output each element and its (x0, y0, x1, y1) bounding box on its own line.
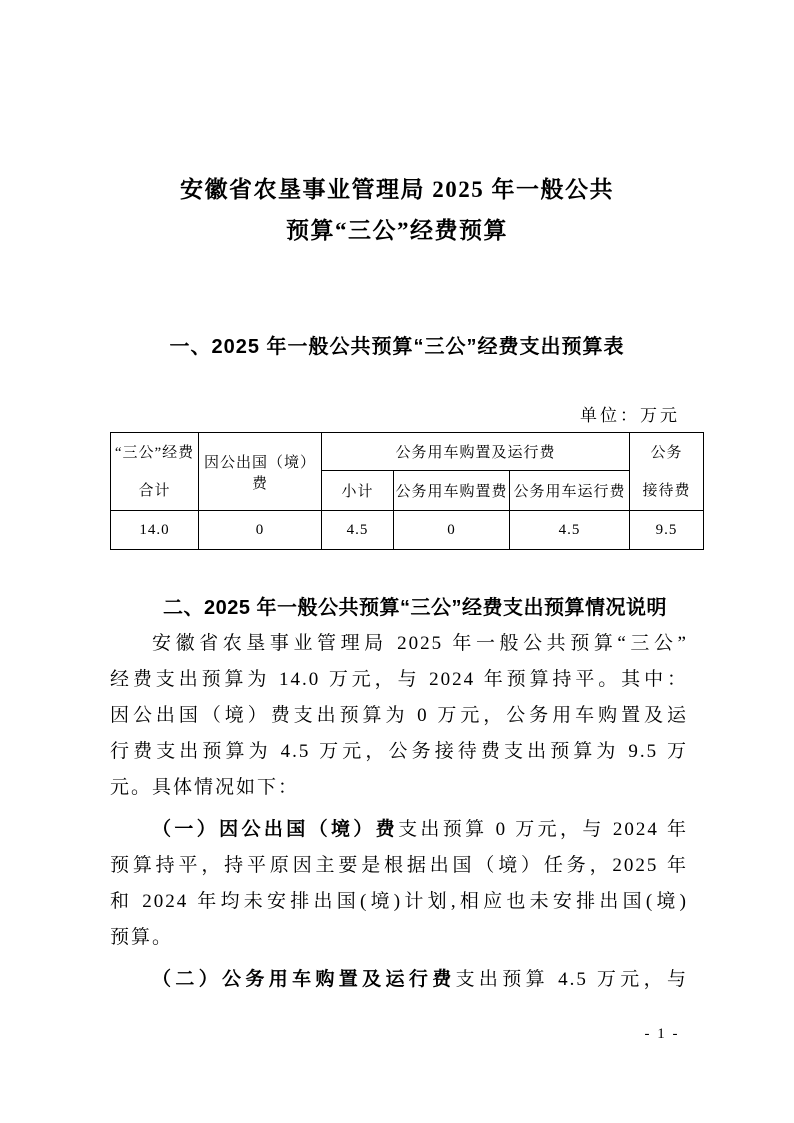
body-line-text: 支出预算 4.5 万元，与 (455, 969, 688, 990)
body-line: 元。具体情况如下： (110, 777, 300, 798)
bold-lead: （一）因公出国（境）费 (152, 819, 399, 840)
section1-heading: 一、2025 年一般公共预算“三公”经费支出预算表 (169, 336, 625, 358)
body-line (110, 962, 688, 998)
budget-table (110, 432, 704, 550)
table-row (111, 511, 704, 550)
document-title-line1: 安徽省农垦事业管理局 2025 年一般公共 (180, 177, 614, 202)
document-title-line2: 预算“三公”经费预算 (286, 218, 508, 243)
body-line-text: 支出预算 0 万元，与 2024 年 (398, 819, 688, 840)
body-line: 经费支出预算为 14.0 万元，与 2024 年预算持平。其中： (110, 669, 688, 690)
section2-heading: 二、2025 年一般公共预算“三公”经费支出预算情况说明 (163, 597, 668, 619)
body-line: 预算。 (110, 927, 174, 948)
value-reception: 9.5 (630, 511, 704, 550)
body-line: 因公出国（境）费支出预算为 0 万元，公务用车购置及运 (110, 705, 688, 726)
body-line: 安徽省农垦事业管理局 2025 年一般公共预算“三公” (152, 633, 688, 654)
header-cell-subtotal: 小计 (322, 471, 394, 511)
value-total: 14.0 (111, 511, 199, 550)
body-line: 和 2024 年均未安排出国(境)计划,相应也未安排出国(境) (110, 891, 688, 912)
value-operation: 4.5 (510, 511, 630, 550)
body-line (110, 812, 688, 848)
header-cell-purchase: 公务用车购置费 (394, 471, 510, 511)
bold-lead: （二）公务用车购置及运行费 (152, 969, 456, 990)
header-cell-operation: 公务用车运行费 (510, 471, 630, 511)
header-cell-abroad: 因公出国（境）费 (199, 433, 322, 511)
header-cell-vehicle-group: 公务用车购置及运行费 (322, 433, 630, 471)
document-title (0, 169, 794, 251)
value-purchase: 0 (394, 511, 510, 550)
body-text (110, 626, 688, 998)
value-subtotal: 4.5 (322, 511, 394, 550)
unit-label: 单位：万元 (580, 406, 680, 425)
body-line: 行费支出预算为 4.5 万元，公务接待费支出预算为 9.5 万 (110, 741, 688, 762)
header-cell-reception: 公务 接待费 (630, 433, 704, 511)
value-abroad: 0 (199, 511, 322, 550)
body-line: 预算持平，持平原因主要是根据出国（境）任务，2025 年 (110, 855, 688, 876)
page-number: - 1 - (644, 1026, 680, 1042)
header-cell-total: “三公”经费 合计 (111, 433, 199, 511)
